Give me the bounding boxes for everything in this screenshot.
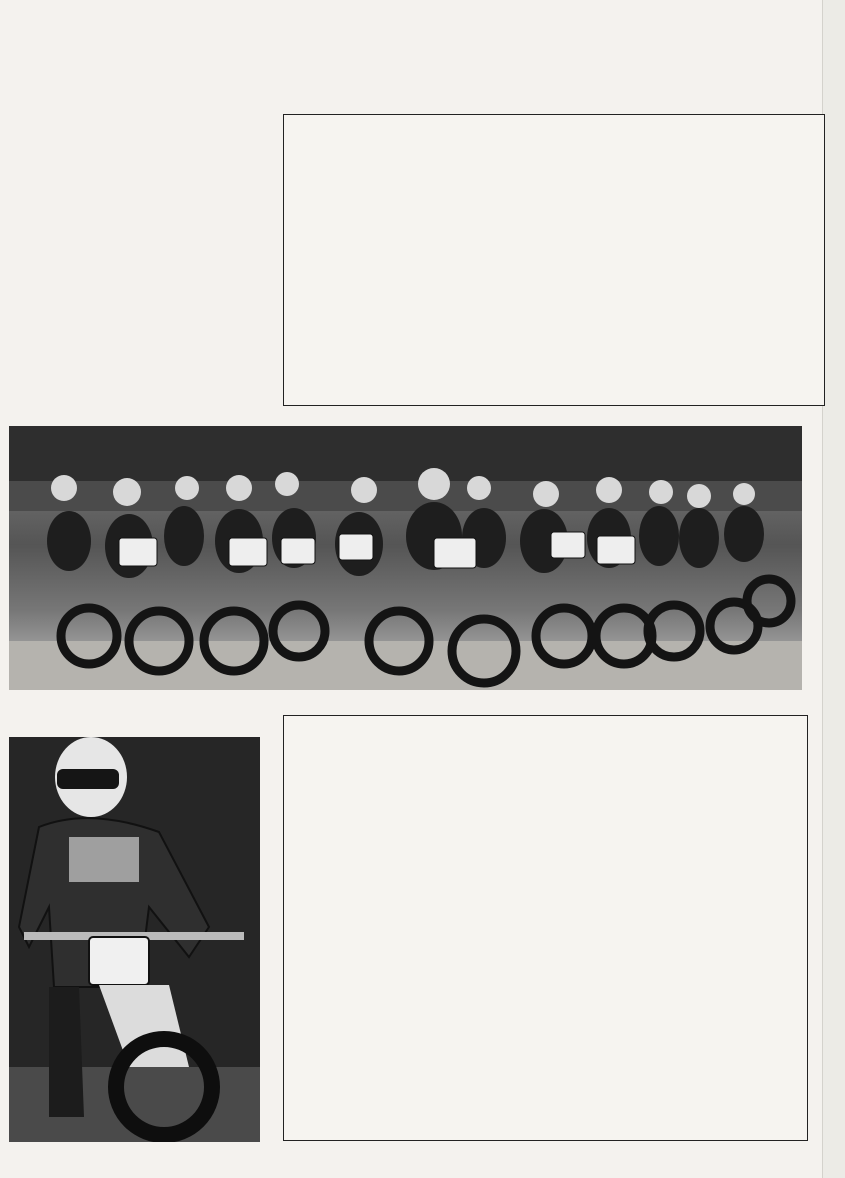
class-results-table: [283, 715, 808, 1141]
page-edge: [822, 0, 845, 1178]
race-start-photo: [9, 426, 802, 690]
race-start-photo-illustration: [9, 426, 802, 690]
rider-photo: [9, 737, 260, 1142]
rider-photo-illustration: [9, 737, 260, 1142]
scratch-results-table: [283, 114, 825, 406]
